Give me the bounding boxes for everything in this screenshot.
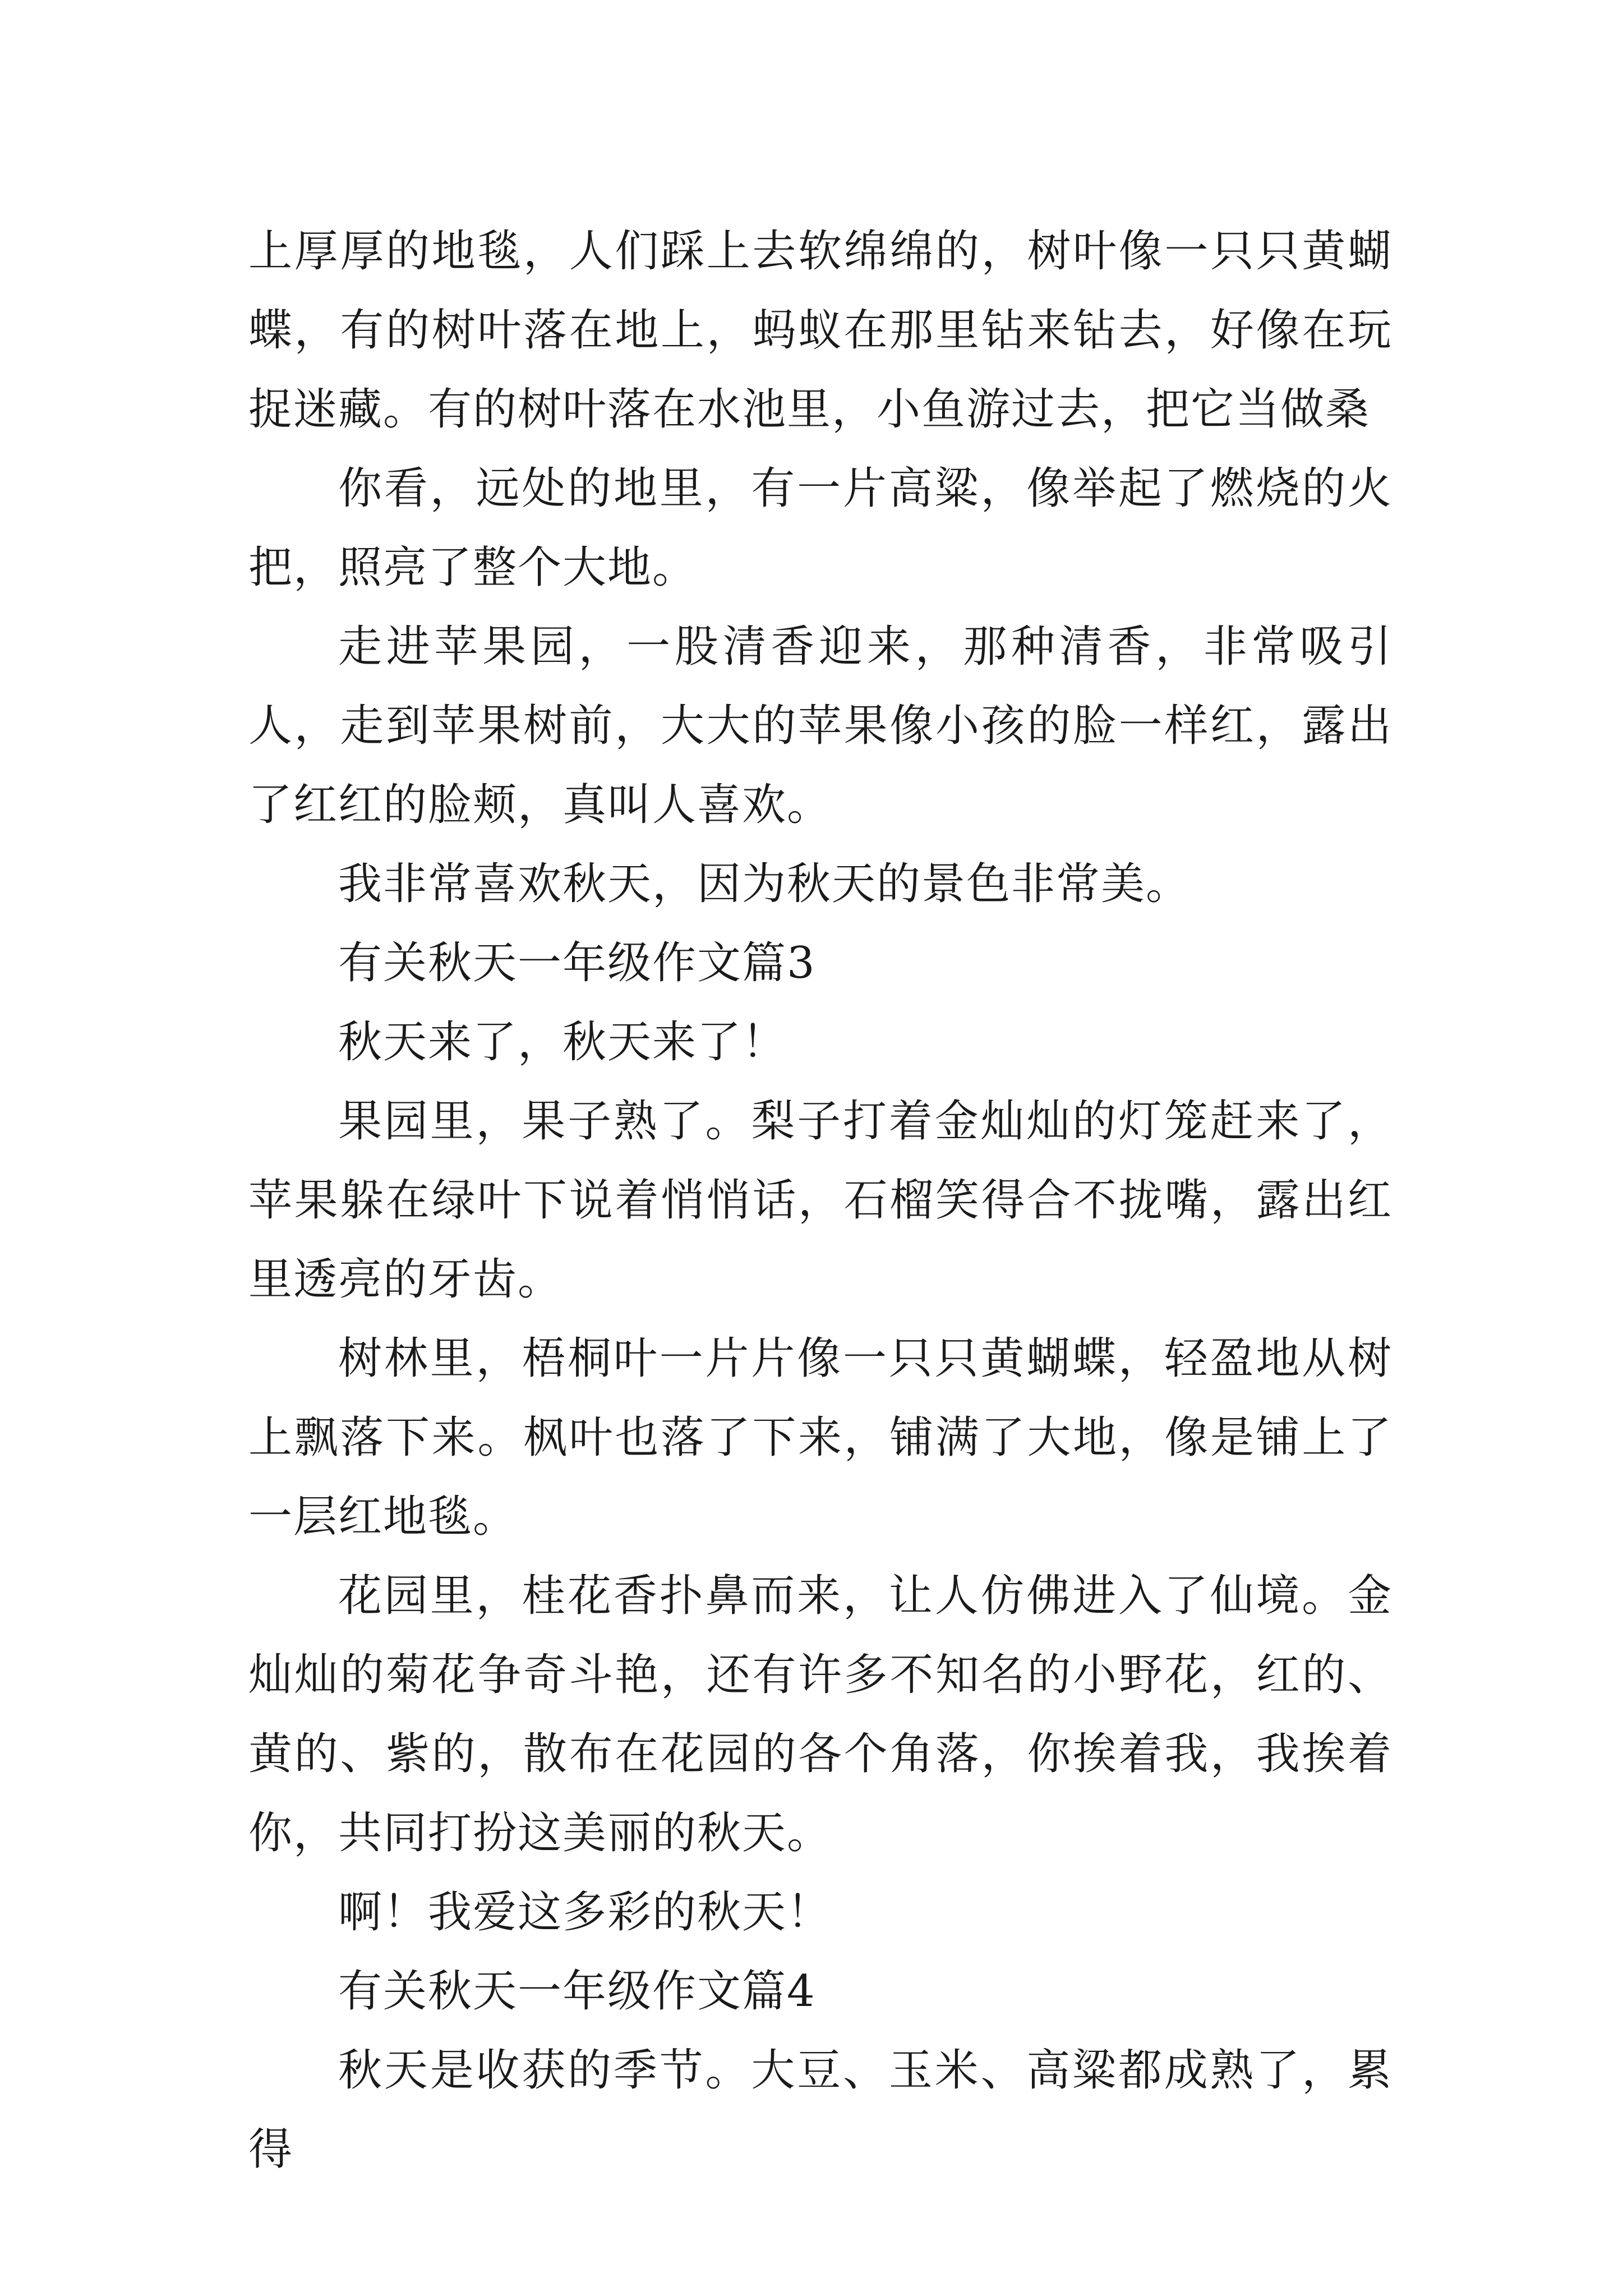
document-body xyxy=(248,212,1393,2189)
paragraph-8: 树林里，梧桐叶一片片像一只只黄蝴蝶，轻盈地从树上飘落下来。枫叶也落了下来，铺满了大地，像是铺上了一层红地毯。 xyxy=(248,1333,1393,1542)
paragraph-6: 秋天来了，秋天来了！ xyxy=(338,1017,787,1068)
section-heading-3: 有关秋天一年级作文篇3 xyxy=(338,938,816,988)
paragraph-4: 我非常喜欢秋天，因为秋天的景色非常美。 xyxy=(338,859,1191,909)
paragraph-2: 你看，远处的地里，有一片高粱，像举起了燃烧的火把，照亮了整个大地。 xyxy=(248,463,1393,593)
paragraph-10: 啊！我爱这多彩的秋天！ xyxy=(338,1887,832,1938)
paragraph-3: 走进苹果园，一股清香迎来，那种清香，非常吸引人，走到苹果树前，大大的苹果像小孩的脸一样红，露出了红红的脸颊，真叫人喜欢。 xyxy=(248,622,1393,830)
paragraph-9: 花园里，桂花香扑鼻而来，让人仿佛进入了仙境。金灿灿的菊花争奇斗艳，还有许多不知名的小野花，红的、黄的、紫的，散布在花园的各个角落，你挨着我，我挨着你，共同打扮这美丽的秋天。 xyxy=(248,1571,1393,1858)
paragraph-1: 上厚厚的地毯，人们踩上去软绵绵的，树叶像一只只黄蝴蝶，有的树叶落在地上，蚂蚁在那里钻来钻去，好像在玩捉迷藏。有的树叶落在水池里，小鱼游过去，把它当做桑 xyxy=(248,226,1393,435)
paragraph-7: 果园里，果子熟了。梨子打着金灿灿的灯笼赶来了，苹果躲在绿叶下说着悄悄话，石榴笑得合不拢嘴，露出红里透亮的牙齿。 xyxy=(248,1096,1393,1305)
paragraph-12: 秋天是收获的季节。大豆、玉米、高粱都成熟了，累得 xyxy=(248,2045,1393,2175)
section-heading-4: 有关秋天一年级作文篇4 xyxy=(338,1966,816,2017)
